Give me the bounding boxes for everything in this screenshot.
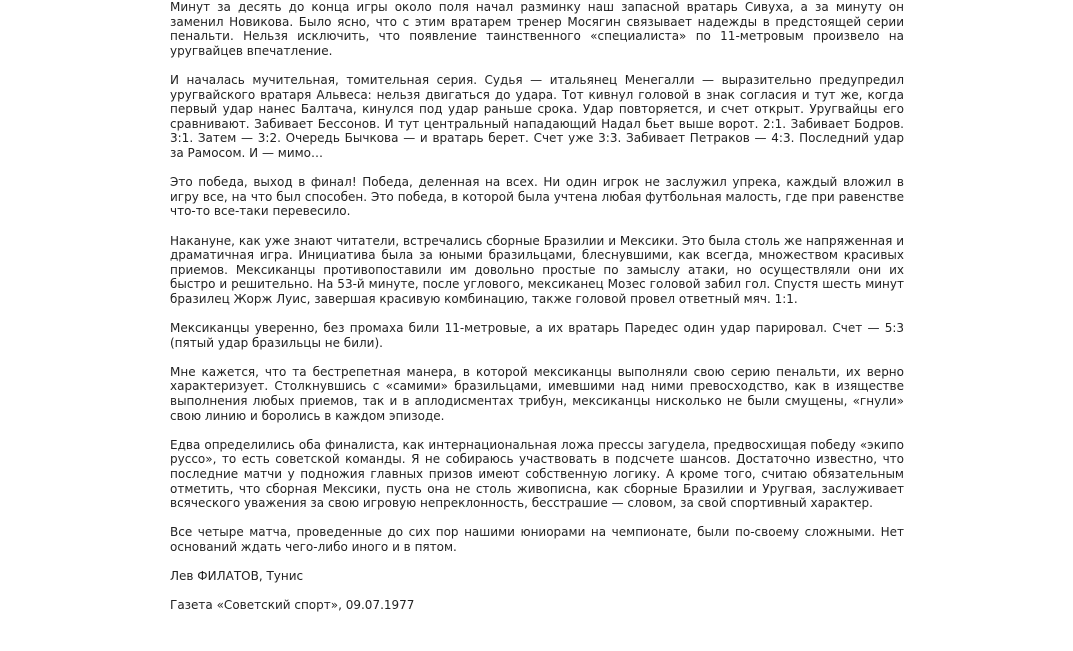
article-paragraph: Накануне, как уже знают читатели, встречались сборные Бразилии и Мексики. Это была столь же напряженная и драматичная игра. Инициатива была за юными бразильцами, блеснувшими, как всегда, множеством красивых приемов. Мексиканцы противопоставили им довольно простые по замыслу атаки, но осуществляли они их быстро и решительно. На 53-й минуте, после углового, мексиканец Мозес головой забил гол. Спустя шесть минут бразилец Жорж Луис, завершая красивую комбинацию, также головой провел ответный мяч. 1:1.: [170, 233, 904, 306]
article-paragraph: Это победа, выход в финал! Победа, деленная на всех. Ни один игрок не заслужил упрека, каждый вложил в игру все, на что был способен. Это победа, в которой была учтена любая футбольная малость, где при равенстве что-то все-таки перевесило.: [170, 175, 904, 219]
article-paragraph: Минут за десять до конца игры около поля начал разминку наш запасной вратарь Сивуха, а за минуту он заменил Новикова. Было ясно, что с этим вратарем тренер Мосягин связывает надежды в предстоящей серии пенальти. Нельзя исключить, что появление таинственного «специалиста» по 11-метровым произвело на уругвайцев впечатление.: [170, 0, 904, 58]
article-paragraph: И началась мучительная, томительная серия. Судья — итальянец Менегалли — выразительно предупредил уругвайского вратаря Альвеса: нельзя двигаться до удара. Тот кивнул головой в знак согласия и тут же, когда первый удар нанес Балтача, кинулся под удар раньше срока. Удар повторяется, и счет открыт. Уругвайцы его сравнивают. Забивает Бессонов. И тут центральный нападающий Надал бьет выше ворот. 2:1. Забивает Бодров. 3:1. Затем — 3:2. Очередь Бычкова — и вратарь берет. Счет уже 3:3. Забивает Петраков — 4:3. Последний удар за Рамосом. И — мимо…: [170, 72, 904, 160]
article-paragraph: Едва определились оба финалиста, как интернациональная ложа прессы загудела, предвосхищая победу «экипо руссо», то есть советской команды. Я не собираюсь участвовать в подсчете шансов. Достаточно известно, что последние матчи у подножия главных призов имеют собственную логику. А кроме того, считаю обязательным отметить, что сборная Мексики, пусть она не столь живописна, как сборные Бразилии и Уругвая, заслуживает всяческого уважения за свою игровую непреклонность, бесстрашие — словом, за свой спортивный характер.: [170, 437, 904, 511]
article-paragraph: Мне кажется, что та бестрепетная манера, в которой мексиканцы выполняли свою серию пенальти, их верно характеризует. Столкнувшись с «самими» бразильцами, имевшими над ними превосходство, как в изяществе выполнения любых приемов, так и в аплодисментах трибун, мексиканцы нисколько не были смущены, «гнули» свою линию и боролись в каждом эпизоде.: [170, 364, 904, 423]
article-body: [170, 0, 904, 628]
author-signature: Лев ФИЛАТОВ, Тунис: [170, 569, 304, 584]
source-citation: Газета «Советский спорт», 09.07.1977: [170, 598, 415, 613]
article-paragraph: Мексиканцы уверенно, без промаха били 11-метровые, а их вратарь Паредес один удар парировал. Счет — 5:3 (пятый удар бразильцы не били).: [170, 321, 904, 350]
article-paragraph: Все четыре матча, проведенные до сих пор нашими юниорами на чемпионате, были по-своему сложными. Нет оснований ждать чего-либо иного и в пятом.: [170, 525, 904, 554]
